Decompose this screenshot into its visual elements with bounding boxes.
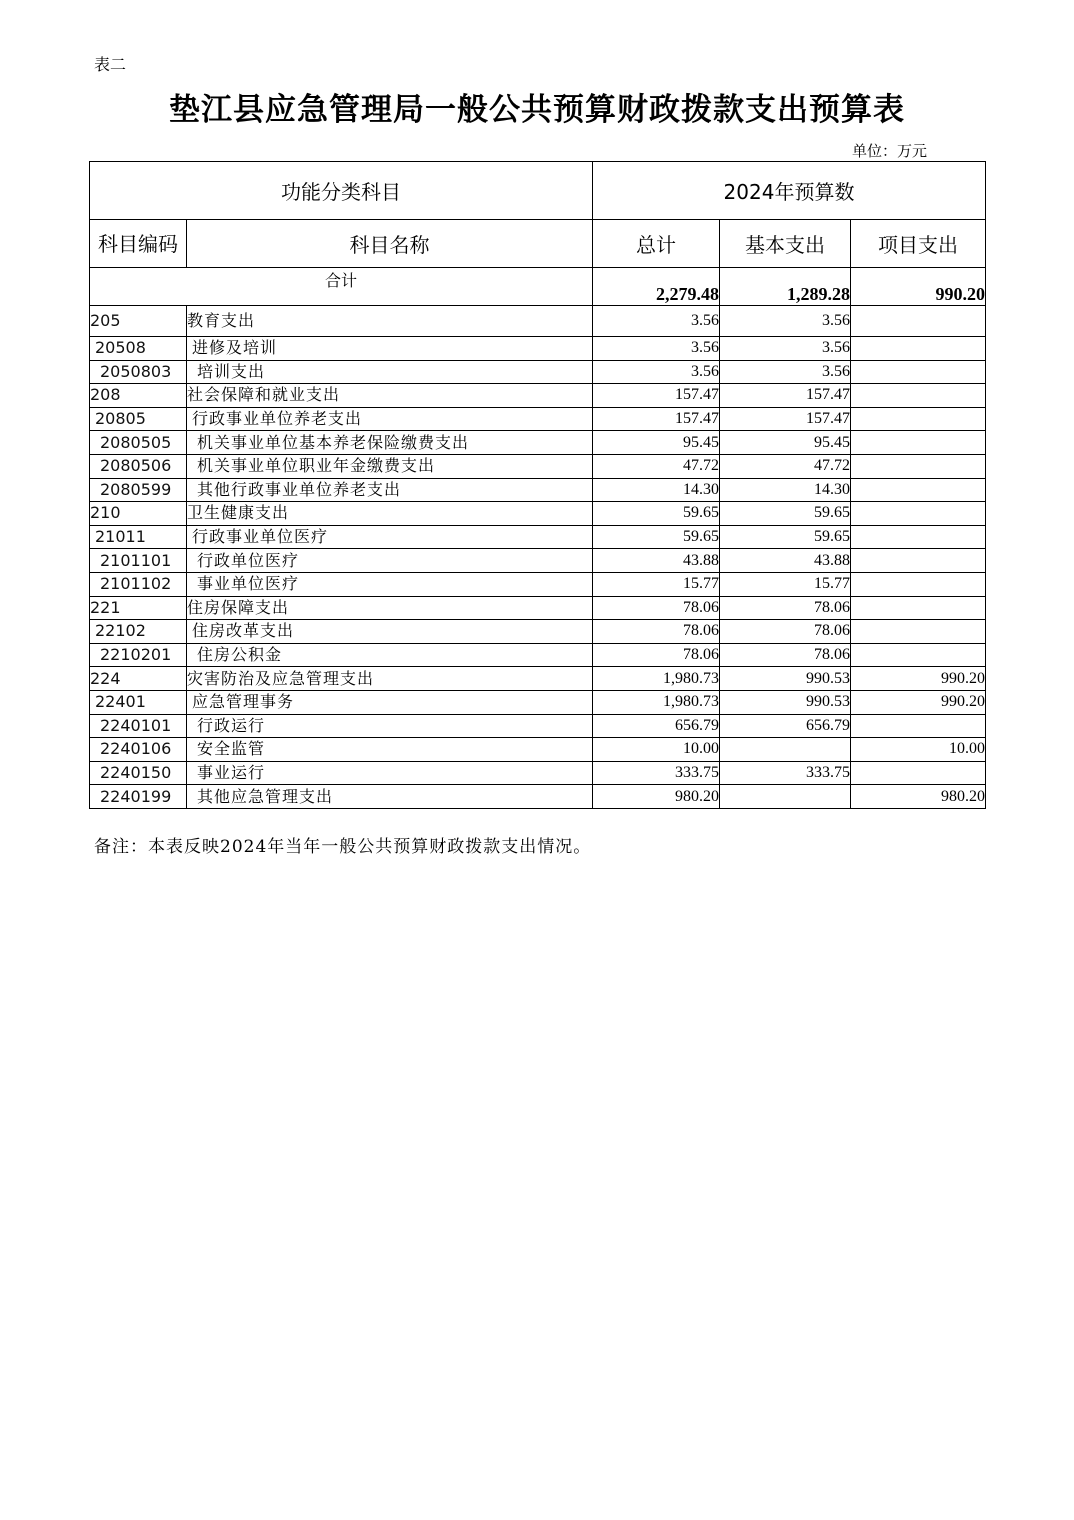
row-code: 2240101 <box>90 714 187 738</box>
row-name: 事业运行 <box>187 761 593 785</box>
table-row <box>90 407 986 431</box>
row-project <box>851 761 986 785</box>
row-total: 78.06 <box>593 643 720 667</box>
row-project: 980.20 <box>851 785 986 809</box>
row-total: 15.77 <box>593 572 720 596</box>
row-code: 2240150 <box>90 761 187 785</box>
row-project <box>851 572 986 596</box>
row-total: 3.56 <box>593 360 720 384</box>
row-basic: 3.56 <box>720 306 851 337</box>
total-column-header: 总计 <box>593 220 720 268</box>
row-project <box>851 454 986 478</box>
row-code: 22102 <box>90 620 187 644</box>
table-row <box>90 572 986 596</box>
row-project <box>851 596 986 620</box>
row-total: 43.88 <box>593 549 720 573</box>
row-name: 应急管理事务 <box>187 690 593 714</box>
row-code: 2240106 <box>90 738 187 762</box>
table-row <box>90 431 986 455</box>
row-name: 行政事业单位养老支出 <box>187 407 593 431</box>
row-project: 990.20 <box>851 667 986 691</box>
table-row <box>90 502 986 526</box>
row-code: 2080505 <box>90 431 187 455</box>
row-name: 其他应急管理支出 <box>187 785 593 809</box>
table-row <box>90 738 986 762</box>
row-basic: 59.65 <box>720 502 851 526</box>
row-name: 卫生健康支出 <box>187 502 593 526</box>
row-basic: 656.79 <box>720 714 851 738</box>
row-project <box>851 360 986 384</box>
row-code: 2240199 <box>90 785 187 809</box>
table-label: 表二 <box>94 55 127 74</box>
row-name: 住房公积金 <box>187 643 593 667</box>
row-total: 95.45 <box>593 431 720 455</box>
table-row <box>90 478 986 502</box>
row-total: 78.06 <box>593 596 720 620</box>
row-basic: 47.72 <box>720 454 851 478</box>
row-code: 2101101 <box>90 549 187 573</box>
row-project <box>851 384 986 408</box>
row-code: 20508 <box>90 337 187 361</box>
header-row-2 <box>90 220 986 268</box>
row-total: 1,980.73 <box>593 690 720 714</box>
row-project: 990.20 <box>851 690 986 714</box>
row-total: 656.79 <box>593 714 720 738</box>
total-row <box>90 268 986 306</box>
row-name: 进修及培训 <box>187 337 593 361</box>
row-basic <box>720 785 851 809</box>
total-basic: 1,289.28 <box>720 268 851 306</box>
basic-column-header: 基本支出 <box>720 220 851 268</box>
row-total: 3.56 <box>593 306 720 337</box>
row-name: 事业单位医疗 <box>187 572 593 596</box>
row-code: 205 <box>90 306 187 337</box>
row-name: 行政事业单位医疗 <box>187 525 593 549</box>
table-row <box>90 785 986 809</box>
row-project <box>851 502 986 526</box>
row-name: 机关事业单位基本养老保险缴费支出 <box>187 431 593 455</box>
table-row <box>90 690 986 714</box>
row-name: 行政运行 <box>187 714 593 738</box>
row-basic: 15.77 <box>720 572 851 596</box>
row-project <box>851 643 986 667</box>
table-row <box>90 714 986 738</box>
row-project <box>851 306 986 337</box>
row-basic: 157.47 <box>720 407 851 431</box>
row-name: 社会保障和就业支出 <box>187 384 593 408</box>
row-total: 1,980.73 <box>593 667 720 691</box>
row-project <box>851 431 986 455</box>
code-column-header: 科目编码 <box>90 220 187 268</box>
row-basic: 14.30 <box>720 478 851 502</box>
row-name: 住房改革支出 <box>187 620 593 644</box>
total-label: 合计 <box>90 268 593 306</box>
footnote: 备注：本表反映2024年当年一般公共预算财政拨款支出情况。 <box>94 837 592 857</box>
row-project <box>851 337 986 361</box>
row-basic: 3.56 <box>720 360 851 384</box>
row-total: 59.65 <box>593 525 720 549</box>
row-code: 20805 <box>90 407 187 431</box>
row-basic: 95.45 <box>720 431 851 455</box>
table-row <box>90 360 986 384</box>
table-row <box>90 761 986 785</box>
row-basic: 78.06 <box>720 596 851 620</box>
table-row <box>90 667 986 691</box>
row-project <box>851 525 986 549</box>
row-total: 333.75 <box>593 761 720 785</box>
table-row <box>90 643 986 667</box>
table-row <box>90 549 986 573</box>
row-name: 灾害防治及应急管理支出 <box>187 667 593 691</box>
table-row <box>90 337 986 361</box>
row-basic <box>720 738 851 762</box>
budget-year-header: 2024年预算数 <box>593 162 986 220</box>
function-category-header: 功能分类科目 <box>90 162 593 220</box>
row-name: 其他行政事业单位养老支出 <box>187 478 593 502</box>
row-basic: 78.06 <box>720 620 851 644</box>
row-name: 住房保障支出 <box>187 596 593 620</box>
row-code: 208 <box>90 384 187 408</box>
table-row <box>90 384 986 408</box>
row-project <box>851 714 986 738</box>
row-basic: 157.47 <box>720 384 851 408</box>
document-title: 垫江县应急管理局一般公共预算财政拨款支出预算表 <box>169 92 905 128</box>
row-name: 教育支出 <box>187 306 593 337</box>
row-name: 行政单位医疗 <box>187 549 593 573</box>
row-name: 安全监管 <box>187 738 593 762</box>
row-basic: 59.65 <box>720 525 851 549</box>
row-project <box>851 478 986 502</box>
budget-table <box>89 161 986 809</box>
row-basic: 78.06 <box>720 643 851 667</box>
row-total: 157.47 <box>593 384 720 408</box>
row-code: 22401 <box>90 690 187 714</box>
row-code: 221 <box>90 596 187 620</box>
row-code: 21011 <box>90 525 187 549</box>
project-column-header: 项目支出 <box>851 220 986 268</box>
row-total: 10.00 <box>593 738 720 762</box>
row-total: 78.06 <box>593 620 720 644</box>
row-code: 210 <box>90 502 187 526</box>
table-row <box>90 454 986 478</box>
row-project: 10.00 <box>851 738 986 762</box>
row-basic: 3.56 <box>720 337 851 361</box>
row-total: 59.65 <box>593 502 720 526</box>
table-row <box>90 525 986 549</box>
row-code: 2080506 <box>90 454 187 478</box>
row-total: 3.56 <box>593 337 720 361</box>
total-project: 990.20 <box>851 268 986 306</box>
table-row <box>90 620 986 644</box>
row-total: 157.47 <box>593 407 720 431</box>
row-basic: 990.53 <box>720 667 851 691</box>
row-project <box>851 407 986 431</box>
name-column-header: 科目名称 <box>187 220 593 268</box>
table-row <box>90 306 986 337</box>
row-basic: 333.75 <box>720 761 851 785</box>
row-code: 2050803 <box>90 360 187 384</box>
row-name: 机关事业单位职业年金缴费支出 <box>187 454 593 478</box>
row-code: 224 <box>90 667 187 691</box>
table-row <box>90 596 986 620</box>
header-row-1 <box>90 162 986 220</box>
row-name: 培训支出 <box>187 360 593 384</box>
unit-label: 单位：万元 <box>852 142 928 160</box>
row-basic: 990.53 <box>720 690 851 714</box>
row-basic: 43.88 <box>720 549 851 573</box>
row-code: 2210201 <box>90 643 187 667</box>
row-total: 47.72 <box>593 454 720 478</box>
row-code: 2080599 <box>90 478 187 502</box>
row-code: 2101102 <box>90 572 187 596</box>
total-sum: 2,279.48 <box>593 268 720 306</box>
row-project <box>851 549 986 573</box>
row-total: 980.20 <box>593 785 720 809</box>
row-total: 14.30 <box>593 478 720 502</box>
row-project <box>851 620 986 644</box>
